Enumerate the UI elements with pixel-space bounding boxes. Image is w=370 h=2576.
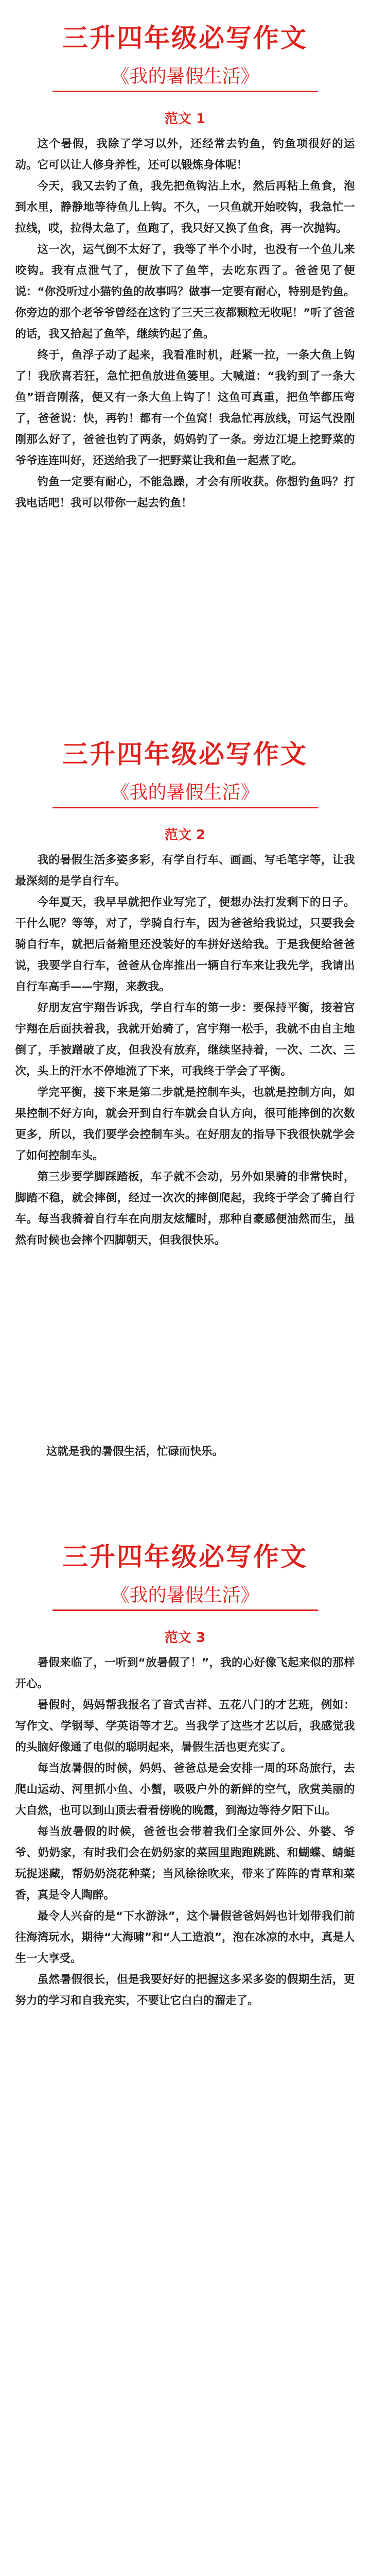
title-underline bbox=[52, 1609, 318, 1611]
sub-title: 《我的暑假生活》 bbox=[111, 782, 259, 803]
essay-paragraph: 最令人兴奋的是“下水游泳”，这个暑假爸爸妈妈也计划带我们前往海湾玩水，期待“大海啸”和“人工造浪”，泡在冰凉的水中，真是人生一大享受。 bbox=[15, 1910, 355, 1965]
essay-paragraph: 第三步要学脚踩踏板，车子就不会动，另外如果骑的非常快时，脚踏不稳，就会摔倒，经过一次次的摔倒爬起，我终于学会了骑自行车。每当我骑着自行车在向朋友炫耀时，那种自豪感便油然而生，虽然有时候也会摔个四脚朝天，但我很快乐。 bbox=[15, 1171, 355, 1247]
essay-paragraph: 虽然暑假很长，但是我要好好的把握这多采多姿的假期生活，更努力的学习和自我充实，不要让它白白的溜走了。 bbox=[15, 1973, 355, 2007]
essay-paragraph: 这一次，运气倒不太好了，我等了半个小时，也没有一个鱼儿来咬钩。我有点泄气了，便放下了鱼竿，去吃东西了。爸爸见了便说：“你没听过小猫钓鱼的故事吗？做事一定要有耐心，特别是钓鱼。你旁边的那个老爷爷曾经在这钓了三天三夜都颗粒无收呢！”听了爸爸的话，我又拾起了鱼竿，继续钓起了鱼。 bbox=[15, 243, 355, 341]
main-title: 三升四年级必写作文 bbox=[62, 23, 308, 53]
essay-paragraph: 学完平衡，接下来是第二步就是控制车头，也就是控制方向，如果控制不好方向，就会开到自行车就会自认方向，很可能摔倒的次数更多，所以，我们要学会控制车头。在好朋友的指导下我很快就学会了如何控制车头。 bbox=[15, 1086, 355, 1162]
essay-paragraph: 好朋友宫宇翔告诉我，学自行车的第一步：要保持平衡，接着宫宇翔在后面扶着我，我就开始骑了，宫宇翔一松手，我就不由自主地倒了，手被蹭破了皮，但我没有放弃，继续坚持着，一次、二次、三次，头上的汗水不停地流了下来，可我终于学会了平衡。 bbox=[15, 1002, 355, 1078]
essay-label: 范文 1 bbox=[164, 111, 206, 127]
essay-closing-line: 这就是我的暑假生活，忙碌而快乐。 bbox=[46, 1445, 224, 1458]
essay-paragraph: 每当放暑假的时候，妈妈、爸爸总是会安排一周的环岛旅行，去爬山运动、河里抓小鱼、小蟹，吸吸户外的新鲜的空气，欣赏美丽的大自然，也可以到山顶去看看傍晚的晚霞，到海边等待夕阳下山。 bbox=[15, 1762, 355, 1817]
essay-label: 范文 3 bbox=[164, 1630, 206, 1646]
essay-section-3 bbox=[0, 1540, 370, 2011]
essay-label: 范文 2 bbox=[164, 827, 206, 843]
sub-title: 《我的暑假生活》 bbox=[111, 66, 259, 87]
essay-paragraph: 暑假来临了，一听到“放暑假了！”，我的心好像飞起来似的那样开心。 bbox=[15, 1656, 355, 1690]
essay-paragraph: 今天，我又去钓了鱼，我先把鱼钩沾上水，然后再粘上鱼食，泡到水里，静静地等待鱼儿上钩。不久，一只鱼就开始咬钩，我急忙一拉线，哎，拉得太急了，鱼跑了，我只好又换了鱼食，再一次抛钩。 bbox=[15, 180, 355, 235]
essay-paragraph: 这个暑假，我除了学习以外，还经常去钓鱼，钓鱼项很好的运动。它可以让人修身养性，还可以锻炼身体呢！ bbox=[15, 138, 355, 172]
main-title: 三升四年级必写作文 bbox=[62, 739, 308, 769]
essay-paragraph: 钓鱼一定要有耐心，不能急躁，才会有所收获。你想钓鱼吗？打我电话吧！我可以带你一起去钓鱼！ bbox=[15, 476, 355, 510]
essay-paragraph: 今年夏天，我早早就把作业写完了，便想办法打发剩下的日子。干什么呢？等等，对了，学骑自行车，因为爸爸给我说过，只要我会骑自行车，就把后备箱里还没装好的车拼好送给我。于是我便给爸爸说，我要学自行车，爸爸从仓库推出一辆自行车来让我先学，我请出自行车高手——宇翔，来教我。 bbox=[15, 896, 355, 993]
essay-paragraph: 每当放暑假的时候，爸爸也会带着我们全家回外公、外婆、爷爷、奶奶家，有时我们会在奶奶家的菜园里跑跑跳跳、和蝴蝶、蜻蜓玩捉迷藏，帮奶奶浇花种菜；当风徐徐吹来，带来了阵阵的青草和菜香，真是令人陶醉。 bbox=[15, 1825, 355, 1902]
sub-title: 《我的暑假生活》 bbox=[111, 1585, 259, 1606]
main-title: 三升四年级必写作文 bbox=[62, 1542, 308, 1572]
essay-paragraph: 我的暑假生活多姿多彩，有学自行车、画画、写毛笔字等，让我最深刻的是学自行车。 bbox=[15, 854, 355, 888]
essay-section-1 bbox=[0, 22, 370, 514]
title-underline bbox=[52, 807, 318, 808]
essay-section-2 bbox=[0, 738, 370, 1251]
essay-paragraph: 终于，鱼浮子动了起来，我看准时机，赶紧一拉，一条大鱼上钩了！我欣喜若狂，急忙把鱼放进鱼篓里。大喊道：“我钓到了一条大鱼”语音刚落，便又有一条大鱼上钩了！这鱼可真重，把鱼竿都压弯了，爸爸说：快，再钓！都有一个鱼窝！我急忙再放线，可运气没刚刚那么好了，爸爸也钓了两条，妈妈钓了一条。旁边江堤上挖野菜的爷爷连连叫好，还送给我了一把野菜让我和鱼一起煮了吃。 bbox=[15, 349, 355, 467]
essay-paragraph: 暑假时，妈妈帮我报名了音式吉祥、五花八门的才艺班，例如：写作文、学钢琴、学英语等才艺。当我学了这些才艺以后，我感觉我的头脑好像通了电似的聪明起来，暑假生活也更充实了。 bbox=[15, 1699, 355, 1754]
title-underline bbox=[52, 91, 318, 92]
